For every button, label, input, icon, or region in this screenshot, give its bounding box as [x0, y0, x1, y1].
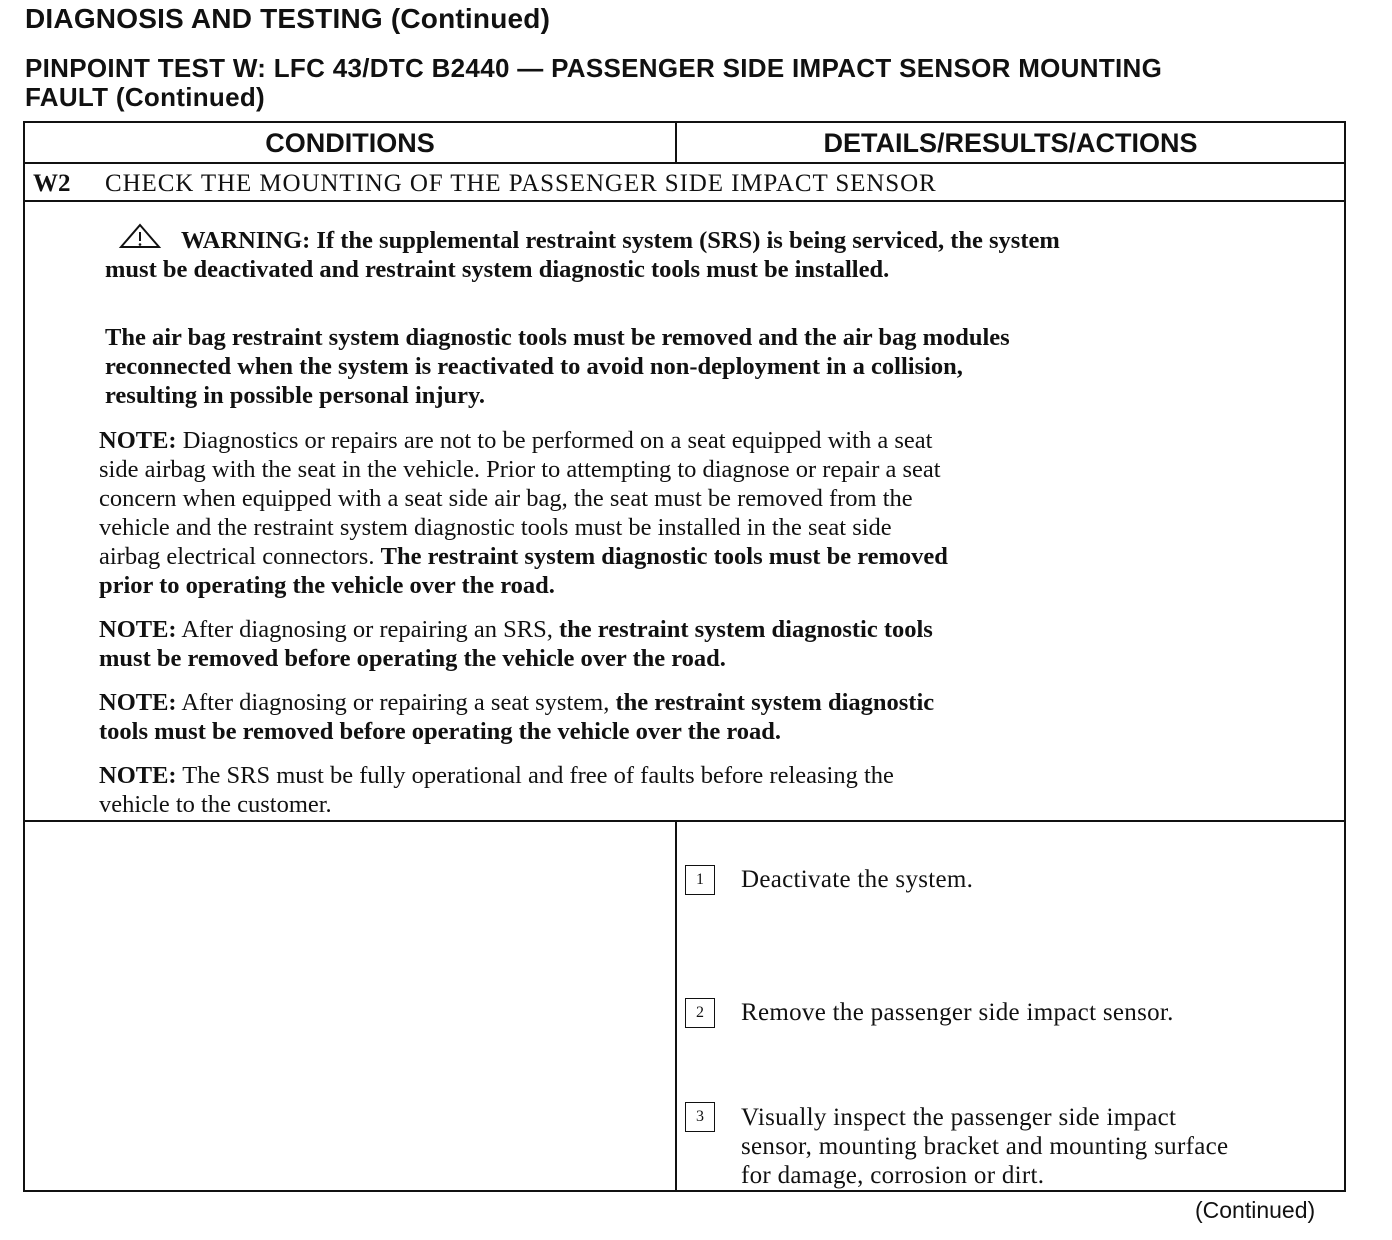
action-step-1-number: 1	[685, 865, 715, 895]
warning-followup-line-1: The air bag restraint system diagnostic tools must be removed and the air bag modules	[105, 324, 1010, 351]
action-step-1-line-1: Deactivate the system.	[741, 866, 974, 893]
step-code: W2	[33, 170, 71, 197]
notes-divider	[25, 820, 1344, 822]
note-1-line-1: Diagnostics or repairs are not to be performed on a seat equipped with a seat	[176, 427, 933, 454]
body-column-divider	[675, 820, 677, 1190]
note-3-line-2: tools must be removed before operating the vehicle over the road.	[99, 718, 782, 745]
page-title: DIAGNOSIS AND TESTING (Continued)	[25, 3, 551, 34]
warning-followup-line-2: reconnected when the system is reactivated to avoid non-deployment in a collision,	[105, 353, 963, 380]
note-4	[99, 761, 894, 819]
action-step-2-number: 2	[685, 998, 715, 1028]
note-3-line-1: After diagnosing or repairing a seat system,	[176, 689, 616, 716]
note-1	[99, 426, 948, 600]
note-1-line-6: prior to operating the vehicle over the road.	[99, 572, 555, 599]
note-2-line-1-bold: the restraint system diagnostic tools	[559, 616, 933, 643]
note-1-line-5: airbag electrical connectors.	[99, 543, 381, 570]
note-4-label: NOTE:	[99, 762, 177, 789]
action-step-3-number: 3	[685, 1102, 715, 1132]
action-step-2	[741, 998, 1174, 1027]
warning-text	[105, 226, 1060, 284]
note-2-line-1: After diagnosing or repairing an SRS,	[176, 616, 560, 643]
warning-line-1: WARNING: If the supplemental restraint system (SRS) is being serviced, the system	[181, 227, 1060, 254]
note-1-line-2: side airbag with the seat in the vehicle. Prior to attempting to diagnose or repair a seat	[99, 456, 941, 483]
pinpoint-test-title-line-1: PINPOINT TEST W: LFC 43/DTC B2440 — PASSENGER SIDE IMPACT SENSOR MOUNTING	[25, 53, 1163, 83]
action-step-3-line-3: for damage, corrosion or dirt.	[741, 1162, 1045, 1189]
note-1-line-3: concern when equipped with a seat side air bag, the seat must be removed from the	[99, 485, 913, 512]
note-2-line-2: must be removed before operating the vehicle over the road.	[99, 645, 726, 672]
note-4-line-2: vehicle to the customer.	[99, 791, 332, 818]
warning-followup-text	[105, 323, 1010, 410]
pinpoint-test-title-line-2: FAULT (Continued)	[25, 82, 266, 112]
note-1-line-5-bold: The restraint system diagnostic tools must be removed	[380, 543, 948, 570]
action-step-3	[741, 1103, 1228, 1190]
action-step-2-line-1: Remove the passenger side impact sensor.	[741, 999, 1174, 1026]
note-3-line-1-bold: the restraint system diagnostic	[615, 689, 935, 716]
step-title: CHECK THE MOUNTING OF THE PASSENGER SIDE IMPACT SENSOR	[105, 170, 937, 197]
warning-line-2: must be deactivated and restraint system diagnostic tools must be installed.	[105, 256, 890, 283]
note-3	[99, 688, 934, 746]
action-step-3-line-2: sensor, mounting bracket and mounting surface	[741, 1133, 1229, 1160]
note-1-line-4: vehicle and the restraint system diagnostic tools must be installed in the seat side	[99, 514, 892, 541]
action-step-3-line-1: Visually inspect the passenger side impact	[741, 1104, 1177, 1131]
note-2	[99, 615, 933, 673]
note-4-line-1: The SRS must be fully operational and free of faults before releasing the	[176, 762, 894, 789]
note-1-label: NOTE:	[99, 427, 177, 454]
warning-followup-line-3: resulting in possible personal injury.	[105, 382, 486, 409]
column-header-details: DETAILS/RESULTS/ACTIONS	[823, 128, 1198, 158]
pinpoint-test-table	[23, 121, 1346, 1192]
note-3-label: NOTE:	[99, 689, 177, 716]
pinpoint-test-title	[25, 54, 1345, 112]
note-2-label: NOTE:	[99, 616, 177, 643]
column-header-conditions: CONDITIONS	[265, 128, 435, 158]
action-step-1	[741, 865, 973, 894]
continued-footer: (Continued)	[1195, 1197, 1316, 1223]
